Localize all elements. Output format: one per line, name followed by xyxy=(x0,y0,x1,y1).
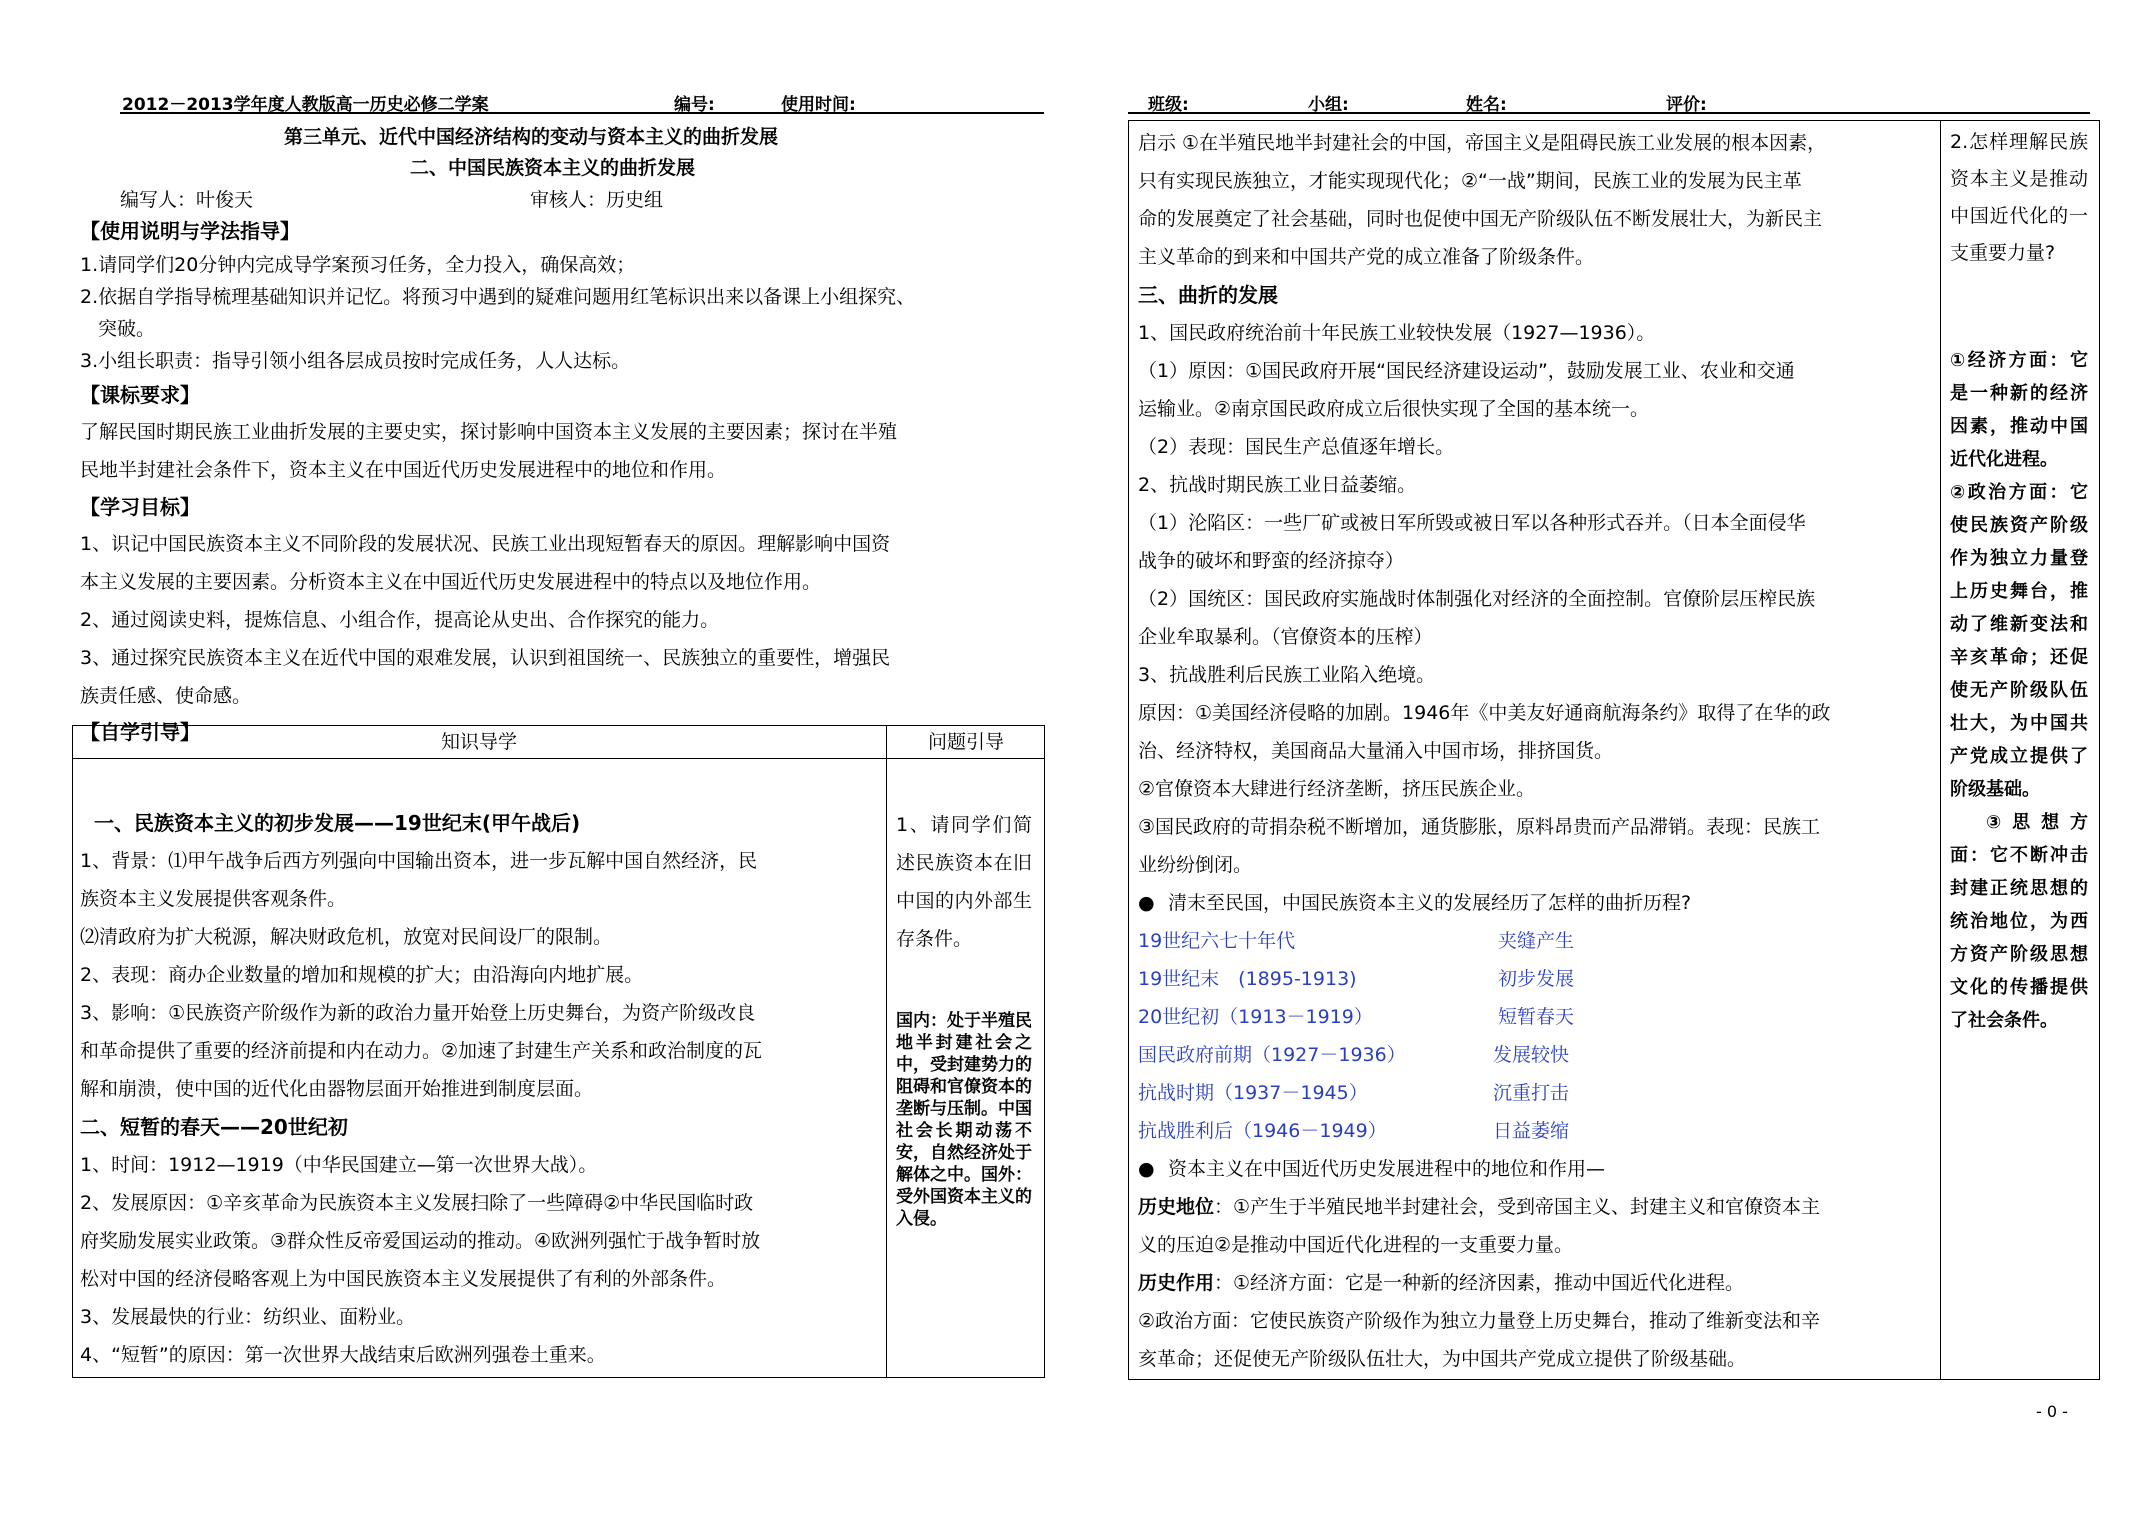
header-rule-left xyxy=(120,112,1044,114)
use-time-label: 使用时间: xyxy=(781,95,856,115)
standard-line-1: 了解民国时期民族工业曲折发展的主要史实，探讨影响中国资本主义发展的主要因素；探讨在半殖 xyxy=(80,421,898,443)
timeline-row xyxy=(1138,960,1938,998)
timeline-stage: 沉重打击 xyxy=(1493,1082,1570,1104)
goals-heading: 【学习目标】 xyxy=(80,495,200,519)
role-line-1 xyxy=(1138,1264,1938,1302)
sec3-line-13: ②官僚资本大肆进行经济垄断，挤压民族企业。 xyxy=(1138,778,1536,800)
question-role-text: 资本主义在中国近代历史发展进程中的地位和作用— xyxy=(1168,1158,1606,1180)
standard-heading: 【课标要求】 xyxy=(80,383,200,407)
sec2-line-3: 府奖励发展实业政策。③群众性反帝爱国运动的推动。④欧洲列强忙于战争暂时放 xyxy=(80,1230,761,1252)
sec3-line-10: 3、抗战胜利后民族工业陷入绝境。 xyxy=(1138,664,1436,686)
table-header-knowledge: 知识导学 xyxy=(440,731,517,753)
timeline-stage: 短暂春天 xyxy=(1498,1006,1575,1028)
timeline-stage: 初步发展 xyxy=(1498,968,1575,990)
sec3-line-3: 运输业。②南京国民政府成立后很快实现了全国的基本统一。 xyxy=(1138,398,1650,420)
goal-line-3: 2、通过阅读史料，提炼信息、小组合作，提高论从史出、合作探究的能力。 xyxy=(80,609,720,631)
goal-line-1: 1、识记中国民族资本主义不同阶段的发展状况、民族工业出现短暂春天的原因。理解影响中国资 xyxy=(80,533,891,555)
grade-label: 评价: xyxy=(1666,95,1707,115)
question-development xyxy=(1138,884,1938,922)
sidebar-question-2: 2.怎样理解民族资本主义是推动中国近代化的一支重要力量? xyxy=(1950,131,2088,264)
sec1-line-7: 解和崩溃，使中国的近代化由器物层面开始推进到制度层面。 xyxy=(80,1078,594,1100)
usage-line-1: 1.请同学们20分钟内完成导学案预习任务，全力投入，确保高效； xyxy=(80,254,636,276)
section-3-title: 三、曲折的发展 xyxy=(1138,283,1278,307)
name-label: 姓名: xyxy=(1466,95,1507,115)
bullet-icon: ● xyxy=(1138,1158,1155,1180)
sec3-line-11: 原因：①美国经济侵略的加剧。1946年《中美友好通商航海条约》取得了在华的政 xyxy=(1138,702,1831,724)
author: 编写人：叶俊天 xyxy=(120,189,254,211)
sidebar-answer-economy: ①经济方面：它是一种新的经济因素，推动中国近代化进程。 xyxy=(1950,350,2088,470)
usage-line-4: 3.小组长职责：指导引领小组各层成员按时完成任务，人人达标。 xyxy=(80,350,631,372)
sec2-line-4: 松对中国的经济侵略客观上为中国民族资本主义发展提供了有利的外部条件。 xyxy=(80,1268,727,1290)
role-text-1: ：①经济方面：它是一种新的经济因素，推动中国近代化进程。 xyxy=(1214,1272,1745,1294)
unit-title: 第三单元、近代中国经济结构的变动与资本主义的曲折发展 xyxy=(284,126,779,148)
page-number: - 0 - xyxy=(2036,1402,2068,1421)
table-header-rule xyxy=(72,758,1045,759)
sec3-line-2: （1）原因：①国民政府开展“国民经济建设运动”，鼓励发展工业、农业和交通 xyxy=(1138,360,1795,382)
sec1-line-4: 2、表现：商办企业数量的增加和规模的扩大；由沿海向内地扩展。 xyxy=(80,964,644,986)
hint-line-3: 命的发展奠定了社会基础，同时也促使中国无产阶级队伍不断发展壮大，为新民主 xyxy=(1138,208,1823,230)
right-content xyxy=(1138,124,1938,1378)
sec2-line-2: 2、发展原因：①辛亥革命为民族资本主义发展扫除了一些障碍②中华民国临时政 xyxy=(80,1192,754,1214)
role-label: 历史作用 xyxy=(1138,1272,1215,1294)
header-rule-right xyxy=(1128,112,2090,114)
goal-line-2: 本主义发展的主要因素。分析资本主义在中国近代历史发展进程中的特点以及地位作用。 xyxy=(80,571,822,593)
reviewer: 审核人：历史组 xyxy=(530,189,664,211)
question-development-text: 清末至民国，中国民族资本主义的发展经历了怎样的曲折历程? xyxy=(1168,892,1692,914)
usage-heading: 【使用说明与学法指导】 xyxy=(80,219,300,243)
right-panel-divider xyxy=(1940,120,1941,1380)
sidebar-answers xyxy=(1950,344,2088,1037)
timeline-period: 20世纪初（1913－1919） xyxy=(1138,1006,1373,1028)
sec2-line-5: 3、发展最快的行业：纺织业、面粉业。 xyxy=(80,1306,416,1328)
course-title: 2012－2013学年度人教版高一历史必修二学案 xyxy=(122,95,489,115)
sidebar-answer-politics: ②政治方面：它使民族资产阶级作为独立力量登上历史舞台，推动了维新变法和辛亥革命；还促使无产阶级队伍壮大，为中国共产党成立提供了阶级基础。 xyxy=(1950,482,2088,800)
sec2-line-1: 1、时间：1912—1919（中华民国建立—第一次世界大战）。 xyxy=(80,1154,598,1176)
class-label: 班级: xyxy=(1148,95,1189,115)
timeline-period: 国民政府前期（1927－1936） xyxy=(1138,1044,1406,1066)
bullet-icon: ● xyxy=(1138,892,1155,914)
sec3-line-1: 1、国民政府统治前十年民族工业较快发展（1927—1936）。 xyxy=(1138,322,1656,344)
timeline-row xyxy=(1138,922,1938,960)
sec1-line-6: 和革命提供了重要的经济前提和内在动力。②加速了封建生产关系和政治制度的瓦 xyxy=(80,1040,763,1062)
timeline-period: 抗战时期（1937－1945） xyxy=(1138,1082,1368,1104)
sec3-line-5: 2、抗战时期民族工业日益萎缩。 xyxy=(1138,474,1417,496)
sec1-line-5: 3、影响：①民族资产阶级作为新的政治力量开始登上历史舞台，为资产阶级改良 xyxy=(80,1002,756,1024)
table-header-question: 问题引导 xyxy=(927,731,1004,753)
role-line-3: 亥革命；还促使无产阶级队伍壮大，为中国共产党成立提供了阶级基础。 xyxy=(1138,1348,1747,1370)
guide-question-1: 1、请同学们简述民族资本在旧中国的内外部生存条件。 xyxy=(896,814,1032,950)
status-text-1: ：①产生于半殖民地半封建社会，受到帝国主义、封建主义和官僚资本主 xyxy=(1214,1196,1821,1218)
sec1-line-1: 1、背景：⑴甲午战争后西方列强向中国输出资本，进一步瓦解中国自然经济，民 xyxy=(80,850,758,872)
number-label: 编号: xyxy=(674,95,715,115)
sec3-line-6: （1）沦陷区：一些厂矿或被日军所毁或被日军以各种形式吞并。（日本全面侵华 xyxy=(1138,512,1806,534)
sec2-line-6: 4、“短暂”的原因：第一次世界大战结束后欧洲列强卷土重来。 xyxy=(80,1344,606,1366)
usage-line-2: 2.依据自学指导梳理基础知识并记忆。将预习中遇到的疑难问题用红笔标识出来以备课上小组探究、 xyxy=(80,286,916,308)
standard-line-2: 民地半封建社会条件下，资本主义在中国近代历史发展进程中的地位和作用。 xyxy=(80,459,727,481)
sec3-line-15: 业纷纷倒闭。 xyxy=(1138,854,1253,876)
hint-line-4: 主义革命的到来和中国共产党的成立准备了阶级条件。 xyxy=(1138,246,1595,268)
role-line-2: ②政治方面：它使民族资产阶级作为独立力量登上历史舞台，推动了维新变法和辛 xyxy=(1138,1310,1821,1332)
sec3-line-14: ③国民政府的苛捐杂税不断增加，通货膨胀，原料昂贵而产品滞销。表现：民族工 xyxy=(1138,816,1821,838)
guide-answer-1: 国内：处于半殖民地半封建社会之中，受封建势力的阻碍和官僚资本的垄断与压制。中国社会长期动荡不安，自然经济处于解体之中。国外：受外国资本主义的入侵。 xyxy=(896,1011,1032,1229)
left-intro xyxy=(80,213,1050,749)
section-1-title: 一、民族资本主义的初步发展——19世纪末(甲午战后) xyxy=(94,811,581,835)
table-knowledge-content xyxy=(80,804,880,1374)
usage-line-3: 突破。 xyxy=(98,318,156,340)
timeline-stage: 发展较快 xyxy=(1493,1044,1570,1066)
timeline-period: 19世纪六七十年代 xyxy=(1138,930,1296,952)
goal-line-5: 族责任感、使命感。 xyxy=(80,685,252,707)
goal-line-4: 3、通过探究民族资本主义在近代中国的艰难发展，认识到祖国统一、民族独立的重要性，增强民 xyxy=(80,647,891,669)
sec3-line-4: （2）表现：国民生产总值逐年增长。 xyxy=(1138,436,1455,458)
timeline-period: 19世纪末 (1895-1913) xyxy=(1138,968,1357,990)
sec3-line-9: 企业牟取暴利。（官僚资本的压榨） xyxy=(1138,626,1433,648)
timeline-row xyxy=(1138,998,1938,1036)
sec3-line-7: 战争的破坏和野蛮的经济掠夺） xyxy=(1138,550,1405,572)
timeline-stage: 夹缝产生 xyxy=(1498,930,1575,952)
table-column-divider xyxy=(886,725,887,1378)
timeline-stage: 日益萎缩 xyxy=(1493,1120,1570,1142)
sec1-line-3: ⑵清政府为扩大税源，解决财政危机，放宽对民间设厂的限制。 xyxy=(80,926,613,948)
sec3-line-12: 治、经济特权，美国商品大量涌入中国市场，排挤国货。 xyxy=(1138,740,1614,762)
lesson-title: 二、中国民族资本主义的曲折发展 xyxy=(410,157,696,179)
timeline-row xyxy=(1138,1074,1938,1112)
sec1-line-2: 族资本主义发展提供客观条件。 xyxy=(80,888,347,910)
timeline-row xyxy=(1138,1112,1938,1150)
self-study-heading: 【自学引导】 xyxy=(80,720,200,744)
hint-line-1: 启示 ①在半殖民地半封建社会的中国，帝国主义是阻碍民族工业发展的根本因素， xyxy=(1138,132,1827,154)
group-label: 小组: xyxy=(1308,95,1349,115)
status-line-1 xyxy=(1138,1188,1938,1226)
status-label: 历史地位 xyxy=(1138,1196,1215,1218)
sec3-line-8: （2）国统区：国民政府实施战时体制强化对经济的全面控制。官僚阶层压榨民族 xyxy=(1138,588,1816,610)
status-line-2: 义的压迫②是推动中国近代化进程的一支重要力量。 xyxy=(1138,1234,1574,1256)
hint-line-2: 只有实现民族独立，才能实现现代化；②“一战”期间，民族工业的发展为民主革 xyxy=(1138,170,1802,192)
question-role xyxy=(1138,1150,1938,1188)
section-2-title: 二、短暂的春天——20世纪初 xyxy=(80,1115,348,1139)
sidebar-answer-thought: ③思想方面：它不断冲击封建正统思想的统治地位，为西方资产阶级思想文化的传播提供了社会条件。 xyxy=(1950,812,2088,1031)
timeline-row xyxy=(1138,1036,1938,1074)
timeline-period: 抗战胜利后（1946－1949） xyxy=(1138,1120,1387,1142)
